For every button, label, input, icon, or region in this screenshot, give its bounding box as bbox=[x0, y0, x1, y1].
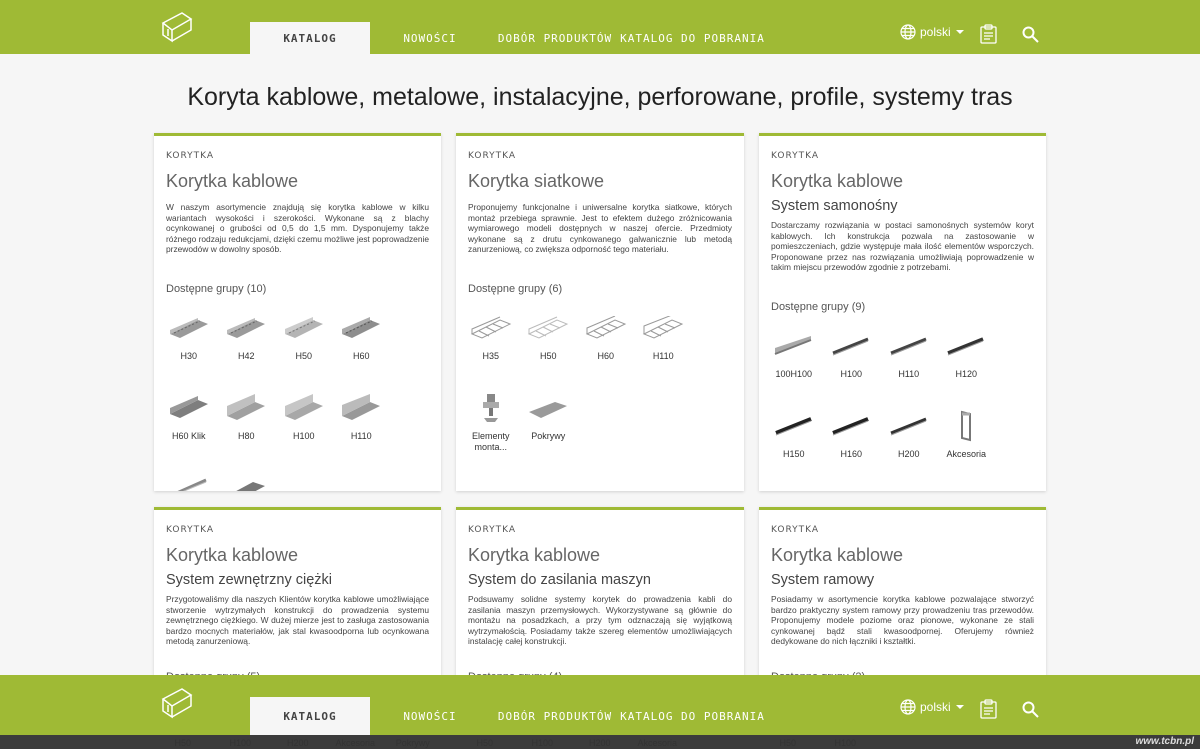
group-label[interactable]: H50 bbox=[476, 738, 493, 748]
group-label: H60 Klik bbox=[171, 430, 206, 441]
group-label: H35 bbox=[482, 350, 499, 361]
group-label: H110 bbox=[350, 430, 372, 441]
nav-nowosci[interactable]: NOWOŚCI bbox=[403, 31, 457, 45]
card-subtitle: System samonośny bbox=[771, 198, 898, 214]
group-item[interactable] bbox=[765, 331, 823, 411]
card-title[interactable]: Korytka kablowe bbox=[771, 545, 904, 565]
group-item[interactable] bbox=[520, 393, 578, 473]
group-label: H42 bbox=[237, 350, 255, 361]
group-label: H200 bbox=[897, 448, 920, 459]
card-description: Dostarczamy rozwiązania w postaci samonośnych systemów koryt kablowych. Ich konstrukcja pozwala na zastosowanie w pomieszczeniach, gdzie występuje mała ilość elementów wsporczych. Proponowane przez nas rozwiązania umożliwiają poprowadzenie w takim miejscu przewodów zgodnie z potrzebami. bbox=[771, 220, 1034, 272]
card-subtitle: System ramowy bbox=[771, 572, 875, 588]
card-title[interactable]: Korytka kablowe bbox=[771, 171, 904, 191]
page-title: Koryta kablowe, metalowe, instalacyjne, perforowane, profile, systemy tras bbox=[187, 83, 1013, 111]
partial-group-labels bbox=[759, 738, 874, 748]
chevron-down-icon bbox=[956, 30, 964, 34]
group-label: H100 bbox=[292, 430, 315, 441]
group-label: H30 bbox=[180, 350, 197, 361]
group-label: H100 bbox=[840, 368, 862, 379]
group-item[interactable] bbox=[880, 331, 938, 411]
nav-nowosci[interactable]: NOWOŚCI bbox=[403, 709, 457, 723]
perforated-tray-icon bbox=[282, 313, 326, 343]
wire-mesh-tray-icon bbox=[584, 313, 628, 343]
group-item[interactable] bbox=[462, 313, 520, 393]
card-category: KORYTKA bbox=[468, 525, 517, 535]
language-selector[interactable] bbox=[900, 24, 964, 40]
group-item[interactable] bbox=[938, 331, 996, 411]
group-label[interactable]: H100 bbox=[834, 738, 856, 748]
group-label[interactable]: Akcesoria bbox=[637, 738, 677, 748]
group-item[interactable] bbox=[823, 331, 881, 411]
watermark: www.tcbn.pl bbox=[1135, 736, 1194, 747]
groups-label: Dostępne grupy (10) bbox=[166, 282, 267, 295]
cover-plate-icon bbox=[224, 473, 268, 492]
bracket-icon bbox=[944, 411, 988, 441]
group-item[interactable] bbox=[765, 411, 823, 491]
group-item[interactable] bbox=[635, 313, 693, 393]
partial-group-labels bbox=[456, 738, 686, 748]
card-description: Proponujemy funkcjonalne i uniwersalne korytka siatkowe, których montaż przebiega sprawnie. Jest to efektem dużego zróżnicowania wymiarowego modeli dostępnych w naszej ofercie. Przedmioty wykonane są z drutu cynkowanego galwanicznie lub metodą zanurzeniową, co zwiększa odporność tego materiału. bbox=[468, 202, 732, 254]
cover-plate-icon bbox=[526, 393, 570, 423]
card-category: KORYTKA bbox=[468, 151, 517, 161]
group-label[interactable]: H200 bbox=[286, 738, 309, 748]
cover-plate-icon bbox=[772, 491, 816, 492]
group-item[interactable] bbox=[823, 411, 881, 491]
group-item[interactable] bbox=[218, 473, 276, 492]
language-label: polski bbox=[920, 700, 951, 714]
rail-icon bbox=[944, 331, 988, 361]
perforated-tray-icon bbox=[167, 393, 211, 423]
group-item[interactable] bbox=[765, 491, 823, 492]
brand-logo-icon[interactable] bbox=[160, 9, 194, 43]
groups-grid bbox=[765, 331, 1034, 492]
group-item[interactable] bbox=[160, 393, 218, 473]
nav-dobor-produktow[interactable]: DOBÓR PRODUKTÓW bbox=[497, 709, 613, 723]
group-label[interactable]: H100 bbox=[229, 738, 251, 748]
card-description: Podsuwamy solidne systemy korytek do prowadzenia kabli do zasilania maszyn przemysłowych. Wykorzystywane są głównie do montażu na posadzkach, a przy tym odznaczają się wyjątkową wytrzymałością. Posiadamy także szereg elementów umożliwiających instalację całej konstrukcji. bbox=[468, 594, 732, 646]
card-category: KORYTKA bbox=[771, 525, 820, 535]
card-category: KORYTKA bbox=[166, 151, 215, 161]
card-description: Przygotowaliśmy dla naszych Klientów korytka kablowe umożliwiające stworzenie wytrzymałych konstrukcji do prowadzenia systemu zewnętrznego ciężkiego. W dużej mierze jest to zasługa zastosowania bardzo mocnych materiałów, jak stal kwasoodporna lub ocynkowana metodą zanurzeniową. bbox=[166, 594, 429, 646]
solid-tray-icon bbox=[339, 393, 383, 423]
mounting-element-icon bbox=[469, 393, 513, 423]
group-label[interactable]: Pokrywy bbox=[395, 738, 430, 748]
groups-grid bbox=[160, 313, 429, 492]
solid-tray-icon bbox=[772, 331, 816, 361]
chevron-down-icon bbox=[956, 705, 964, 709]
group-label: H120 bbox=[955, 368, 977, 379]
top-header bbox=[0, 0, 1200, 54]
main-nav bbox=[250, 22, 765, 54]
group-item[interactable] bbox=[520, 313, 578, 393]
search-icon[interactable] bbox=[1022, 701, 1039, 723]
wire-mesh-tray-icon bbox=[469, 313, 513, 343]
group-item[interactable] bbox=[275, 313, 333, 393]
group-item[interactable] bbox=[160, 473, 218, 492]
group-label[interactable]: H50 bbox=[174, 738, 191, 748]
card-subtitle: System zewnętrzny ciężki bbox=[166, 572, 332, 588]
group-label: H50 bbox=[539, 350, 557, 361]
group-item[interactable] bbox=[880, 411, 938, 491]
group-label: H50 bbox=[295, 350, 312, 361]
group-item[interactable] bbox=[218, 393, 276, 473]
card-title[interactable]: Korytka siatkowe bbox=[468, 171, 605, 191]
perforated-tray-icon bbox=[339, 313, 383, 343]
wire-mesh-tray-icon bbox=[641, 313, 685, 343]
group-label: H160 bbox=[840, 448, 862, 459]
card-title[interactable]: Korytka kablowe bbox=[166, 171, 299, 191]
language-label: polski bbox=[920, 25, 951, 39]
card-description: Posiadamy w asortymencie korytka kablowe pozwalające stworzyć bardzo praktyczny system ramowy przy prowadzeniu tras przewodów. Proponujemy modele poziome oraz pionowe, wykonane ze stali cynkowanej bądź stali kwasoodpornej. Oferujemy również dedykowane do nich łączniki i kształtki. bbox=[771, 594, 1034, 646]
group-item[interactable] bbox=[218, 313, 276, 393]
clipboard-icon[interactable] bbox=[980, 24, 997, 49]
card-category: KORYTKA bbox=[166, 525, 215, 535]
group-label: 100H100 bbox=[775, 368, 813, 379]
rail-icon bbox=[887, 411, 931, 441]
language-selector[interactable] bbox=[900, 699, 964, 715]
sticky-header bbox=[0, 675, 1200, 735]
group-label: H150 bbox=[782, 448, 805, 459]
group-label[interactable]: Akcesoria bbox=[335, 738, 375, 748]
accessory-bar-icon bbox=[167, 473, 211, 492]
card-category: KORYTKA bbox=[771, 151, 820, 161]
group-item[interactable] bbox=[275, 393, 333, 473]
group-label: Akcesoria bbox=[946, 448, 986, 459]
group-item[interactable] bbox=[462, 393, 520, 473]
group-label[interactable]: H200 bbox=[588, 738, 611, 748]
group-label: H80 bbox=[237, 430, 255, 441]
groups-label: Dostępne grupy (9) bbox=[771, 300, 866, 313]
clipboard-icon[interactable] bbox=[980, 699, 997, 724]
rail-icon bbox=[829, 411, 873, 441]
card-subtitle: System do zasilania maszyn bbox=[468, 572, 651, 588]
rail-icon bbox=[772, 411, 816, 441]
nav-katalog[interactable]: KATALOG bbox=[250, 22, 370, 54]
rail-icon bbox=[887, 331, 931, 361]
group-item[interactable] bbox=[160, 313, 218, 393]
search-icon[interactable] bbox=[1022, 26, 1039, 48]
group-item[interactable] bbox=[333, 393, 391, 473]
group-item[interactable] bbox=[577, 313, 635, 393]
group-label: H60 bbox=[597, 350, 614, 361]
card-title[interactable]: Korytka kablowe bbox=[468, 545, 601, 565]
perforated-tray-icon bbox=[224, 313, 268, 343]
nav-dobor-produktow[interactable]: DOBÓR PRODUKTÓW bbox=[497, 31, 613, 45]
group-label: Elementy monta... bbox=[471, 430, 510, 452]
group-label[interactable]: H50 bbox=[779, 738, 796, 748]
group-item[interactable] bbox=[938, 411, 996, 491]
rail-icon bbox=[829, 331, 873, 361]
partial-group-labels bbox=[154, 738, 442, 748]
group-item[interactable] bbox=[333, 313, 391, 393]
nav-katalog-do-pobrania[interactable]: KATALOG DO POBRANIA bbox=[620, 709, 765, 723]
group-label: H110 bbox=[898, 368, 920, 379]
category-card[interactable] bbox=[759, 133, 1046, 491]
category-card[interactable] bbox=[154, 133, 441, 491]
card-description: W naszym asortymencie znajdują się korytka kablowe w kilku wariantach wysokości i szerokości. Wykonane są z blachy ocynkowanej o grubości od 0,5 do 1,5 mm. Dysponujemy także różnego rodzaju redukcjami, dzięki czemu możliwe jest poprowadzenie przewodów w dowolny sposób. bbox=[166, 202, 430, 254]
groups-label: Dostępne grupy (6) bbox=[468, 282, 563, 295]
group-label[interactable]: H100 bbox=[531, 738, 553, 748]
main-nav bbox=[250, 697, 765, 735]
card-title[interactable]: Korytka kablowe bbox=[166, 545, 299, 565]
globe-icon bbox=[900, 699, 916, 715]
solid-tray-icon bbox=[224, 393, 268, 423]
perforated-tray-icon bbox=[167, 313, 211, 343]
solid-tray-icon bbox=[282, 393, 326, 423]
group-label: Pokrywy bbox=[531, 430, 566, 441]
wire-mesh-tray-icon bbox=[526, 313, 570, 343]
groups-grid bbox=[462, 313, 732, 473]
category-card[interactable] bbox=[456, 133, 744, 491]
brand-logo-icon[interactable] bbox=[160, 685, 194, 719]
globe-icon bbox=[900, 24, 916, 40]
nav-katalog-do-pobrania[interactable]: KATALOG DO POBRANIA bbox=[620, 31, 765, 45]
group-label: H60 bbox=[352, 350, 370, 361]
nav-katalog[interactable]: KATALOG bbox=[250, 697, 370, 735]
group-label: H110 bbox=[652, 350, 674, 361]
